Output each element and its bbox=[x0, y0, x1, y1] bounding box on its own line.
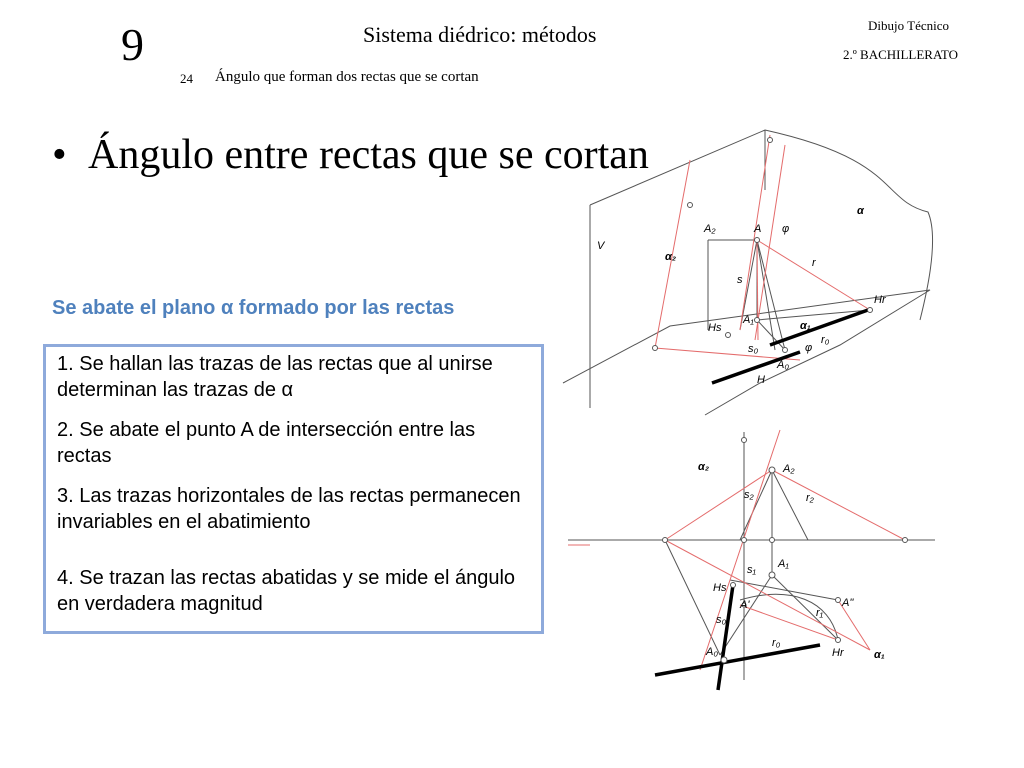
svg-text:s₁: s₁ bbox=[747, 564, 756, 576]
intro-text: Se abate el plano α formado por las rectas bbox=[52, 297, 455, 319]
space-labels bbox=[597, 205, 887, 386]
topic-title: Ángulo que forman dos rectas que se cortan bbox=[215, 69, 479, 85]
svg-text:r: r bbox=[812, 257, 816, 269]
svg-text:A₁: A₁ bbox=[778, 558, 789, 570]
subject-label: Dibujo Técnico bbox=[868, 18, 949, 33]
step-3: 3. Las trazas horizontales de las rectas permanecen invariables en el abatimiento bbox=[57, 485, 521, 533]
svg-text:r₂: r₂ bbox=[806, 492, 814, 504]
page-title: Sistema diédrico: métodos bbox=[363, 22, 597, 47]
topic-number: 24 bbox=[180, 71, 193, 86]
svg-text:α₁: α₁ bbox=[874, 649, 885, 661]
svg-text:Hs: Hs bbox=[713, 582, 727, 594]
plan-figure bbox=[568, 432, 935, 680]
svg-text:A₂: A₂ bbox=[704, 223, 716, 235]
step-2: 2. Se abate el punto A de intersección entre las rectas bbox=[57, 419, 476, 467]
svg-text:Hs: Hs bbox=[708, 322, 722, 334]
svg-text:α₂: α₂ bbox=[665, 251, 677, 263]
svg-text:φ: φ bbox=[782, 223, 790, 235]
svg-text:s₀: s₀ bbox=[748, 343, 759, 355]
plan-thick-lines bbox=[655, 585, 820, 690]
svg-text:r₀: r₀ bbox=[772, 637, 781, 649]
plan-red-lines bbox=[568, 430, 905, 670]
svg-text:r₀: r₀ bbox=[821, 334, 830, 346]
space-thick-lines bbox=[712, 310, 868, 383]
svg-text:s₂: s₂ bbox=[744, 489, 754, 501]
svg-text:s: s bbox=[737, 274, 743, 286]
svg-text:Hr: Hr bbox=[832, 647, 844, 659]
chapter-number: 9 bbox=[121, 19, 144, 70]
svg-text:A₁: A₁ bbox=[743, 314, 754, 326]
svg-text:A': A' bbox=[740, 599, 750, 611]
svg-text:A: A bbox=[754, 223, 762, 235]
svg-text:φ: φ bbox=[805, 342, 813, 354]
svg-text:A₂: A₂ bbox=[783, 463, 795, 475]
level-label: 2.º BACHILLERATO bbox=[843, 47, 959, 62]
step-1: 1. Se hallan las trazas de las rectas que al unirse determinan las trazas de α bbox=[57, 353, 493, 401]
svg-text:α₁: α₁ bbox=[800, 320, 811, 332]
svg-text:V: V bbox=[597, 240, 605, 252]
svg-text:r₁: r₁ bbox=[816, 607, 824, 619]
svg-text:s₀: s₀ bbox=[716, 614, 727, 626]
svg-text:Hr: Hr bbox=[874, 294, 886, 306]
step-4: 4. Se trazan las rectas abatidas y se mide el ángulo en verdadera magnitud bbox=[57, 567, 516, 615]
svg-text:α: α bbox=[857, 205, 864, 217]
svg-text:H: H bbox=[757, 374, 765, 386]
bullet-icon: • bbox=[52, 132, 67, 178]
svg-text:A'': A'' bbox=[842, 597, 854, 609]
svg-text:A₀: A₀ bbox=[706, 646, 718, 658]
svg-text:α₂: α₂ bbox=[698, 461, 710, 473]
heading-text: Ángulo entre rectas que se cortan bbox=[88, 132, 649, 178]
svg-text:A₀: A₀ bbox=[777, 359, 789, 371]
